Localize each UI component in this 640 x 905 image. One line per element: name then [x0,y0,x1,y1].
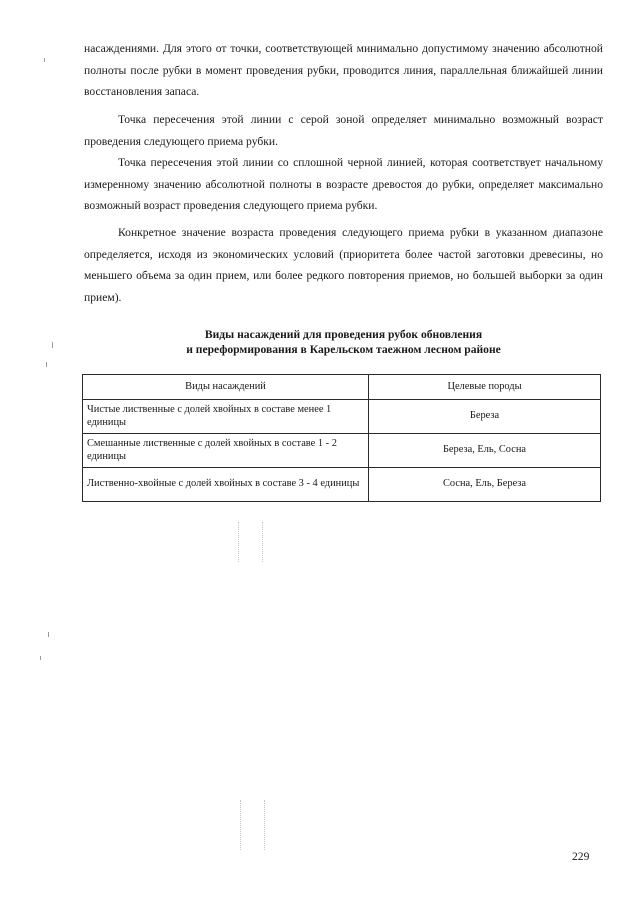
header-stand-types: Виды насаждений [83,375,369,400]
scan-speck [52,342,53,348]
scan-dotted-line [238,522,239,562]
body-paragraph-1: насаждениями. Для этого от точки, соответствующей минимально допустимому значению абсолютной полноты после рубки в момент проведения рубки, проводится линия, параллельная ближайшей линии восстановления запаса. [84,42,603,99]
body-paragraph-3: Точка пересечения этой линии со сплошной черной линией, которая соответствует начальному измеренному значению абсолютной полноты в возрасте древостоя до рубки, определяет максимально возможный возраст проведения следующего приема рубки. [84,156,603,213]
table-row [83,434,601,468]
scan-speck [48,632,49,637]
scan-speck [44,58,45,62]
target-species-cell: Береза [369,400,601,434]
stand-type-cell: Чистые лиственные с долей хвойных в составе менее 1 единицы [83,400,369,434]
body-paragraph-4: Конкретное значение возраста проведения следующего приема рубки в указанном диапазоне определяется, исходя из экономических условий (приоритета более частой заготовки древесины, но меньшего объема за один прием, или более редкого повторения приемов, но большей выборки за один прием). [84,226,603,305]
scan-dotted-line [262,522,263,562]
body-paragraph-2: Точка пересечения этой линии с серой зоной определяет минимально возможный возраст проведения следующего приема рубки. [84,113,603,148]
table-header-row [83,375,601,400]
table-caption [84,327,603,357]
scan-speck [40,656,41,660]
table-caption-line-2: и переформирования в Карельском таежном лесном районе [186,343,501,356]
target-species-cell: Сосна, Ель, Береза [369,468,601,502]
scan-speck [46,362,47,367]
page-number: 229 [572,850,590,863]
target-species-cell: Береза, Ель, Сосна [369,434,601,468]
table-row [83,400,601,434]
stand-type-cell: Смешанные лиственные с долей хвойных в составе 1 - 2 единицы [83,434,369,468]
scan-dotted-line [264,800,265,850]
scan-dotted-line [240,800,241,850]
stand-type-cell: Лиственно-хвойные с долей хвойных в составе 3 - 4 единицы [83,468,369,502]
header-target-species: Целевые породы [369,375,601,400]
table-row [83,468,601,502]
table-caption-line-1: Виды насаждений для проведения рубок обновления [204,328,483,341]
stand-types-table [82,374,601,502]
